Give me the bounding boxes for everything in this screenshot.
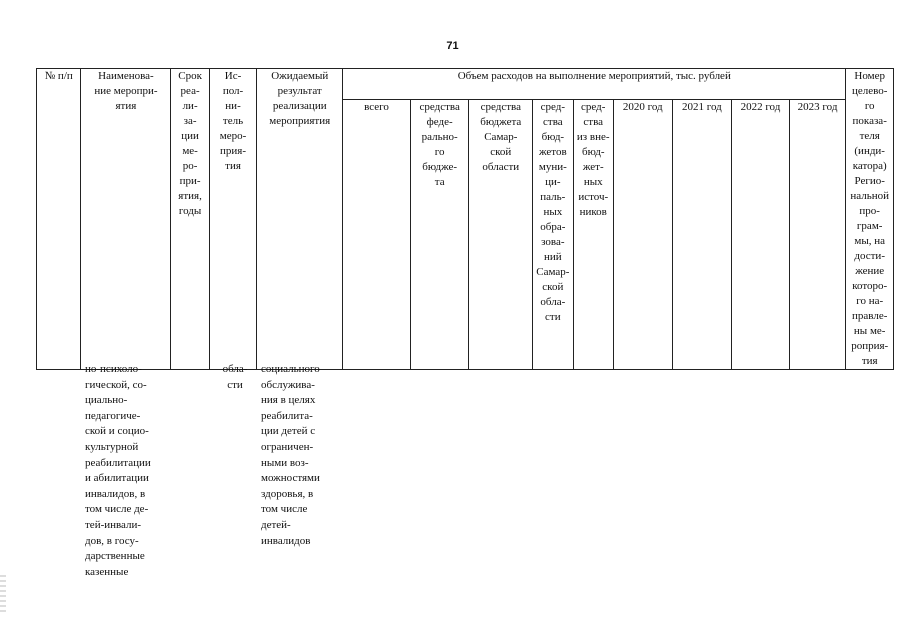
subheader-municipal: сред- ства бюд- жетов муни- ци- паль- ных обра- зова- ний Самар- ской обла- сти	[533, 100, 573, 370]
subheader-regional: средства бюджета Самар- ской области	[469, 100, 533, 370]
subheader-total: всего	[343, 100, 411, 370]
subheader-2021: 2021 год	[672, 100, 732, 370]
subheader-2023: 2023 год	[789, 100, 846, 370]
header-term: Срок реа- ли- за- ции ме- ро- при- ятия, годы	[171, 69, 209, 370]
page-number: 71	[446, 40, 459, 52]
expenses-table	[36, 68, 894, 370]
header-name: Наименова- ние меропри- ятия	[81, 69, 171, 370]
header-expected-result: Ожидаемый результат реализации мероприятия	[257, 69, 343, 370]
subheader-extrabudgetary: сред- ства из вне- бюд- жет- ных источ- ников	[573, 100, 613, 370]
subheader-2022: 2022 год	[732, 100, 790, 370]
continuation-executor-text: обла- сти	[222, 363, 248, 391]
continuation-name-text: но-психоло- гической, со- циально- педагогиче- ской и социо- культурной реабилитации и абилитации инвалидов, в том числе де- тей-инвали- дов, в госу- дарственные казенные	[85, 363, 151, 578]
header-expenses: Объем расходов на выполнение мероприятий, тыс. рублей	[343, 69, 846, 100]
subheader-federal: средства феде- рально- го бюдже- та	[410, 100, 469, 370]
continuation-result-text: социального обслужива- ния в целях реабилита- ции детей с ограничен- ными воз- можностями здоровья, в том числе детей- инвалидов	[261, 363, 320, 547]
subheader-2020: 2020 год	[613, 100, 672, 370]
scan-artifact	[0, 575, 6, 615]
header-indicator: Номер целево- го показа- теля (инди- катора) Регио- нальной про- грам- мы, на дости- жение которо- го на- правле- ны ме- роприя- тия	[846, 69, 894, 370]
header-executor: Ис- пол- ни- тель меро- прия- тия	[209, 69, 256, 370]
header-num: № п/п	[37, 69, 81, 370]
header-row-main	[37, 69, 894, 100]
